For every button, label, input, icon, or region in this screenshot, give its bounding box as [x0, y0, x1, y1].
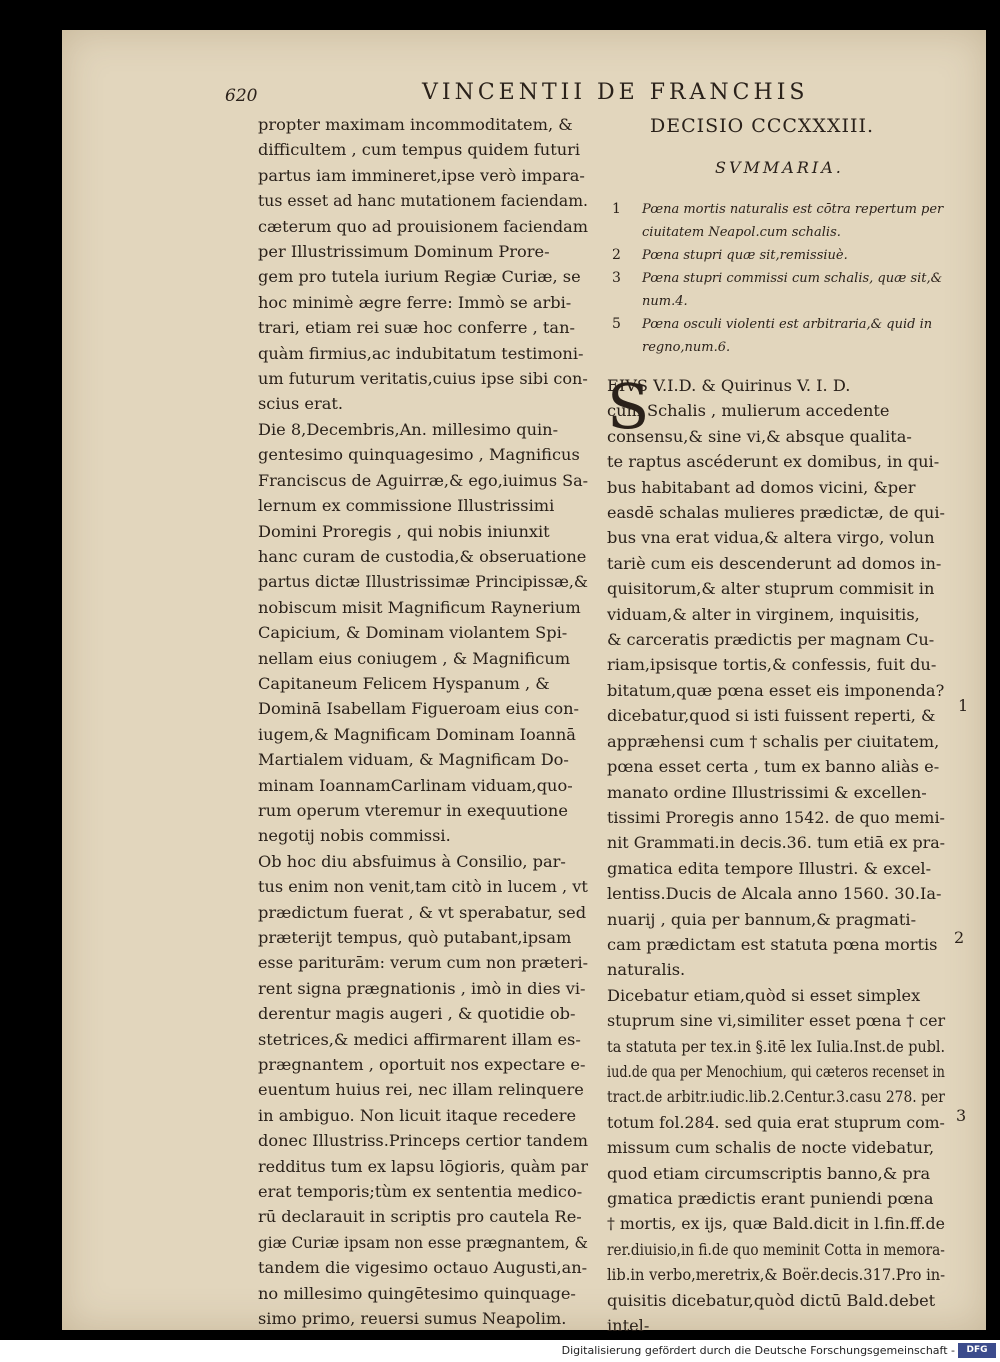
- text-line: rū declarauit in scriptis pro cautela Re-: [258, 1207, 582, 1227]
- text-line: propter maximam incommoditatem, &: [258, 115, 573, 134]
- text-line: Franciscus de Aguirræ,& ego,iuimus Sa-: [258, 470, 589, 490]
- dfg-logo: DFG: [958, 1343, 996, 1358]
- text-line: easdē schalas mulieres prædictæ, de qui-: [607, 503, 945, 523]
- text-line: lernum ex commissione Illustrissimi: [258, 496, 555, 516]
- text-line: lib.in verbo,meretrix,& Boër.decis.317.Pro in-: [607, 1265, 946, 1285]
- text-line: totum fol.284. sed quia erat stuprum com-: [607, 1112, 945, 1132]
- left-column: [258, 112, 611, 1332]
- text-line: erat temporis;tùm ex sententia medico-: [258, 1182, 583, 1202]
- text-line: quisitis dicebatur,quòd dictū Bald.debet: [607, 1290, 936, 1310]
- page-number: 620: [225, 86, 258, 106]
- text-line: stuprum sine vi,similiter esset pœna † cer: [607, 1011, 946, 1031]
- text-line: riam,ipsisque tortis,& confessis, fuit du-: [607, 655, 937, 675]
- running-title: VINCENTII DE FRANCHIS: [422, 80, 809, 105]
- text-line: dicebatur,quod si isti fuissent reperti, &: [607, 706, 936, 726]
- summaria-line: regno,num.6.: [642, 340, 731, 355]
- text-line: per Illustrissimum Dominum Prore-: [258, 242, 550, 262]
- text-line: Martialem viduam, & Magnificam Do-: [258, 750, 569, 770]
- text-line: Ob hoc diu absfuimus à Consilio, par-: [258, 851, 566, 871]
- text-line: EIVS V.I.D. & Quirinus V. I. D.: [607, 376, 851, 395]
- text-line: euentum huius rei, nec illam relinquere: [258, 1080, 584, 1100]
- text-line: hoc minimè ægre ferre: Immò se arbi-: [258, 292, 572, 312]
- text-line: trari, etiam rei suæ hoc conferre , tan-: [258, 318, 575, 338]
- text-line: giæ Curiæ ipsam non esse prægnantem, &: [258, 1232, 589, 1252]
- text-line: difficultem , cum tempus quidem futuri: [258, 140, 581, 160]
- text-line: nobiscum misit Magnificum Raynerium: [258, 597, 581, 617]
- text-line: prægnantem , oportuit nos expectare e-: [258, 1055, 586, 1075]
- text-line: tus enim non venit,tam citò in lucem , vt: [258, 877, 588, 897]
- text-line: Dominā Isabellam Figueroam eius con-: [258, 699, 580, 719]
- summaria-number: 5: [612, 316, 621, 332]
- text-line: nuarij , quia per bannum,& pragmati-: [607, 909, 917, 929]
- text-line: nit Grammati.in decis.36. tum etiā ex pra-: [607, 833, 946, 853]
- text-line: prædictum fuerat , & vt sperabatur, sed: [258, 902, 587, 922]
- text-line: tract.de arbitr.iudic.lib.2.Centur.3.casu 278. per: [607, 1087, 945, 1107]
- summaria-line: ciuitatem Neapol.cum schalis.: [642, 225, 841, 240]
- text-line: minam IoannamCarlinam viduam,quo-: [258, 775, 573, 795]
- text-line: redditus tum ex lapsu lōgioris, quàm par: [258, 1156, 589, 1176]
- text-line: missum cum schalis de nocte videbatur,: [607, 1138, 935, 1158]
- summaria-line: Pœna stupri commissi cum schalis, quæ sit,&: [642, 271, 943, 286]
- text-line: esse pariturām: verum cum non præteri-: [258, 953, 588, 973]
- text-line: um futurum veritatis,cuius ipse sibi con-: [258, 369, 588, 389]
- margin-number: 1: [958, 696, 969, 715]
- summaria-number: 2: [612, 247, 621, 263]
- text-line: præterijt tempus, quò putabant,ipsam: [258, 928, 572, 947]
- text-line: rer.diuisio,in fi.de quo meminit Cotta in memora-: [607, 1239, 945, 1259]
- text-line: no millesimo quingētesimo quinquage-: [258, 1283, 576, 1303]
- text-line: viduam,& alter in virginem, inquisitis,: [607, 604, 920, 624]
- text-line: derentur magis augeri , & quotidie ob-: [258, 1004, 576, 1024]
- text-line: donec Illustriss.Princeps certior tandem: [258, 1131, 588, 1151]
- text-line: Dicebatur etiam,quòd si esset simplex: [607, 985, 921, 1005]
- text-line: te raptus ascéderunt ex domibus, in qui-: [607, 452, 940, 472]
- text-line: intel-: [607, 1316, 650, 1336]
- text-line: bus vna erat vidua,& altera virgo, volun: [607, 528, 935, 548]
- margin-number: 3: [956, 1106, 967, 1125]
- summaria-number: 1: [612, 201, 621, 217]
- text-line: pœna esset certa , tum ex banno aliàs e-: [607, 757, 940, 777]
- text-line: tus esset ad hanc mutationem faciendam.: [258, 191, 588, 211]
- text-line: iud.de qua per Menochium, qui cæteros recenset in: [607, 1061, 945, 1081]
- summaria-line: Pœna stupri quæ sit,remissiuè.: [642, 248, 848, 263]
- text-line: manato ordine Illustrissimi & excellen-: [607, 782, 927, 802]
- text-line: tissimi Proregis anno 1542. de quo memi-: [607, 807, 945, 827]
- text-line: quisitorum,& alter stuprum commisit in: [607, 579, 935, 599]
- text-line: hanc curam de custodia,& obseruatione: [258, 546, 587, 566]
- text-line: lentiss.Ducis de Alcala anno 1560. 30.Ia-: [607, 884, 942, 904]
- text-line: stetrices,& medici affirmarent illam es-: [258, 1029, 581, 1049]
- text-line: tariè cum eis descenderunt ad domos in-: [607, 553, 942, 573]
- text-line: ta statuta per tex.in §.itē lex Iulia.Inst.de publ.: [607, 1036, 946, 1056]
- text-line: quàm firmius,ac indubitatum testimoni-: [258, 343, 584, 363]
- summaria-number: 3: [612, 270, 621, 286]
- text-line: iugem,& Magnificam Dominam Ioannā: [258, 724, 576, 744]
- text-line: cum Schalis , mulierum accedente: [607, 401, 890, 421]
- text-line: bus habitabant ad domos vicini, &per: [607, 477, 916, 497]
- text-line: rum operum vteremur in exequutione: [258, 800, 568, 820]
- text-line: Domini Proregis , qui nobis iniunxit: [258, 521, 550, 541]
- text-line: Die 8,Decembris,An. millesimo quin-: [258, 419, 559, 439]
- text-line: appræhensi cum † schalis per ciuitatem,: [607, 731, 940, 751]
- text-line: gem pro tutela iurium Regiæ Curiæ, se: [258, 267, 581, 287]
- decision-heading: DECISIO CCCXXXIII.: [650, 115, 875, 137]
- text-line: simo primo, reuersi sumus Neapolim.: [258, 1309, 567, 1329]
- footer-bar: [0, 1340, 1000, 1362]
- text-line: negotij nobis commissi.: [258, 826, 451, 846]
- text-line: gmatica edita tempore Illustri. & excel-: [607, 858, 932, 878]
- text-line: Capicium, & Dominam violantem Spi-: [258, 623, 568, 643]
- text-line: partus dictæ Illustrissimæ Principissæ,&: [258, 572, 588, 592]
- text-line: cæterum quo ad prouisionem faciendam: [258, 216, 588, 236]
- drop-cap: S: [607, 370, 650, 443]
- footer-credit: Digitalisierung gefördert durch die Deutsche Forschungsgemeinschaft -: [561, 1344, 955, 1357]
- margin-number: 2: [954, 928, 965, 947]
- text-line: rent signa prægnationis , imò in dies vi-: [258, 978, 586, 998]
- text-line: nellam eius coniugem , & Magnificum: [258, 648, 571, 668]
- right-column: [607, 370, 1000, 1338]
- text-line: cam prædictam est statuta pœna mortis: [607, 934, 938, 954]
- summaria-line: Pœna osculi violenti est arbitraria,& quid in: [642, 317, 933, 332]
- text-line: quod etiam circumscriptis banno,& pra: [607, 1163, 931, 1183]
- summaria-heading: SVMMARIA.: [715, 158, 844, 177]
- text-line: in ambiguo. Non licuit itaque recedere: [258, 1105, 577, 1125]
- text-line: gentesimo quinquagesimo , Magnificus: [258, 445, 580, 465]
- text-line: tandem die vigesimo octauo Augusti,an-: [258, 1258, 588, 1278]
- text-line: gmatica prædictis erant puniendi pœna: [607, 1189, 934, 1208]
- text-line: Capitaneum Felicem Hyspanum , &: [258, 673, 550, 693]
- text-line: scius erat.: [258, 394, 344, 414]
- summaria-line: Pœna mortis naturalis est cōtra repertum per: [642, 202, 944, 217]
- text-line: bitatum,quæ pœna esset eis imponenda?: [607, 680, 945, 700]
- text-line: consensu,& sine vi,& absque qualita-: [607, 426, 912, 446]
- text-line: partus iam immineret,ipse verò impara-: [258, 165, 585, 185]
- text-line: naturalis.: [607, 960, 686, 980]
- summaria-line: num.4.: [642, 294, 688, 309]
- text-line: † mortis, ex ijs, quæ Bald.dicit in l.fin.ff.de: [607, 1214, 945, 1234]
- text-line: & carceratis prædictis per magnam Cu-: [607, 630, 935, 650]
